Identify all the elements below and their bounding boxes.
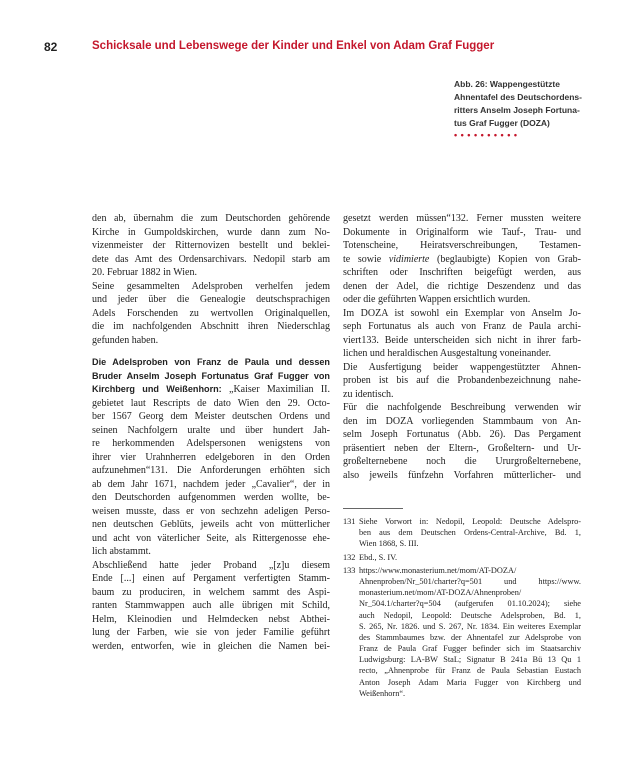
footnote-line: Franz de Paula Graf Fugger befinder sich im Staatsarchiv [359, 644, 581, 654]
text-line: te sowie vidimierte (beglaubigte) Kopien von Grab- [343, 253, 581, 265]
footnote-line: Siehe Vorwort in: Nedopil, Leopold: Deutsche Adelspro- [359, 517, 581, 526]
page-number: 82 [44, 40, 58, 54]
text-line: Seine gesammelten Adelsproben verhelfen jedem [92, 280, 330, 292]
footnote-rule [343, 508, 403, 509]
text-line: präsentiert neben der Eltern-, Großeltern- und Ur- [343, 442, 581, 454]
caption-line: ritters Anselm Joseph Fortuna- [454, 105, 580, 115]
footnote-text [359, 565, 581, 699]
text-line: gesetzt werden müssen“132. Ferner mussten weitere [343, 213, 581, 224]
heading-lead-in: Kirchberg und Weißenhorn: [92, 384, 222, 394]
section-heading-line: Die Adelsproben von Franz de Paula und dessen [92, 357, 330, 367]
figure-caption [454, 78, 604, 130]
text-line: viert133. Beide unterscheiden sich nicht in ihrer farb- [343, 334, 581, 346]
text-line: schriften oder Inschriften beigefügt werden, aus [343, 267, 581, 278]
text-line: den Deutschorden aufgenommen werden wollte, be- [92, 492, 330, 503]
footnote-line: auch Nedopil, Leopold: Deutsche Adelsproben, Bd. 1, [359, 610, 581, 620]
text-line: und jeder über die Genealogie deutschsprachigen [92, 294, 330, 305]
text-line: re herkommenden Adelspersonen wenigstens von [92, 438, 330, 449]
text-line: Kirchberg und Weißenhorn: „Kaiser Maximilian II. [92, 384, 330, 395]
text-line: baum zu produciren, in welchem sammt des Aspi- [92, 586, 330, 598]
caption-dots-ornament: •••••••••• [454, 130, 521, 140]
footnote-number: 131 [343, 517, 356, 526]
footnote-text [359, 552, 581, 563]
text-line: werden, entworfen, wie in gleichen die Namen bei- [92, 640, 330, 652]
text-line: ranten Stammwappen auch alle übrigen mit Schild, [92, 600, 330, 611]
text-line: weisen musste, dass er von sechzehn adeligen Perso- [92, 505, 330, 517]
footnote [343, 552, 581, 563]
text-line: 20. Februar 1882 in Wien. [92, 267, 197, 278]
text-line: proben ist bis auf die Probandenbezeichnung nahe- [343, 375, 581, 386]
text-line: ab dem Jahr 1671, nachdem jeder „Cavalier“, der in [92, 478, 330, 490]
text-line: aufzunehmen“131. Die Anforderungen erhöhten sich [92, 465, 330, 476]
paragraph-gap [92, 347, 330, 356]
text-line: Ende [...] einen auf Pergament verfertigten Stamm- [92, 573, 330, 584]
text-line: seph Fortunatus als auch von Franz de Paula archi- [343, 321, 581, 332]
footnote [343, 516, 581, 550]
caption-line: tus Graf Fugger (DOZA) [454, 118, 550, 128]
footnote-line: Nr_504.1/charter?q=504 (aufgerufen 01.10.2024); siehe [359, 599, 581, 609]
text-line: großelternebene noch die Ururgroßelternebene, [343, 456, 581, 467]
footnote-line: https://www.monasterium.net/mom/AT-DOZA/ [359, 565, 517, 575]
text-line: lich abstammt. [92, 546, 151, 557]
text-line: nen deutschen Geblüts, jeweils acht von mütterlicher [92, 519, 330, 530]
running-title: Schicksale und Lebenswege der Kinder und Enkel von Adam Graf Fugger [92, 40, 495, 52]
footnote [343, 565, 581, 699]
footnote-number: 133 [343, 565, 356, 575]
footnote-line: Ahnenproben/Nr_501/charter?q=501 und https://www. [359, 576, 581, 586]
footnote-line: S. 265, Nr. 1826. und S. 267, Nr. 1834. Ein weiteres Exemplar [359, 621, 581, 631]
footnotes [343, 516, 581, 699]
footnote-line: Wien 1868, S. III. [359, 539, 419, 549]
section-heading-line: Bruder Anselm Joseph Fortunatus Graf Fugger von [92, 370, 330, 381]
footnote-line: des Stammbaumes bzw. der Ahnentafel zur Adelsprobe von [359, 632, 581, 642]
text-line: Die Ausfertigung beider wappengestützter Ahnen- [343, 361, 581, 373]
text-line: Kirche in Gumpoldskirchen, wurde dann zum No- [92, 226, 330, 238]
text-line: die im nachfolgenden Abschnitt ihren Niederschlag [92, 321, 330, 332]
text-line: Im DOZA ist sowohl ein Exemplar von Anselm Jo- [343, 307, 581, 319]
text-line: Adels Forschenden zu wertvollen Originalquellen, [92, 307, 330, 319]
text-line: vizenmeister der Ritternovizen bestellt und beklei- [92, 240, 330, 251]
text-line: ihrer vier Urahnherren edelgeboren in den Orden [92, 451, 330, 463]
text-line: gefunden haben. [92, 334, 159, 346]
footnote-number: 132 [343, 552, 356, 562]
footnote-line: ben aus dem Deutschen Ordens-Central-Archive, Bd. 1, [359, 528, 581, 538]
text-line: lung der Farben, wie sie von jeder Familie geführt [92, 627, 330, 638]
text-line: dete das Amt des Ordensarchivars. Nedopil starb am [92, 253, 330, 265]
left-text-column [92, 212, 330, 653]
text-line: denen der Adel, die richtige Deszendenz und das [343, 280, 581, 292]
text-line: ber 1567 Georg dem Meister deutschen Ordens und [92, 411, 330, 422]
footnote-line: Weißenhorn“. [359, 688, 406, 698]
caption-line: Abb. 26: Wappengestützte [454, 79, 560, 89]
emphasis: vidimierte [388, 253, 430, 265]
footnote-line: Anton Joseph Adam Maria Fugger von Kirchberg und [359, 677, 581, 687]
text-line: oder die geführten Wappen ersichtlich wurden. [343, 294, 531, 305]
right-text-column [343, 212, 581, 482]
footnote-text [359, 516, 581, 550]
text-line: gebietet laut Rescripts de dato Wien den 29. Octo- [92, 397, 330, 409]
text-line: selm Joseph Fortunatus (Abb. 26). Das Pergament [343, 429, 581, 440]
text-line: Totenscheine, Heiratsverschreibungen, Testamen- [343, 240, 581, 251]
footnote-line: Ebd., S. IV. [359, 552, 398, 562]
footnote-line: monasterium.net/mom/AT-DOZA/Ahnenproben/ [359, 588, 522, 598]
text-line: seinen Nachfolgern uralte und über hundert Jah- [92, 424, 330, 436]
text-line: und acht von väterlicher Seite, als Rittergenosse ehe- [92, 532, 330, 544]
text-line: Dokumente in Originalform wie Tauf-, Trau- und [343, 226, 581, 238]
text-line: Abschließend hatte jeder Proband „[z]u diesem [92, 559, 330, 571]
footnote-line: Ludwigsburg: LA-BW StaL; Signatur B 241a Bü 13 Qu 1 [359, 655, 581, 665]
text-line: zu identisch. [343, 388, 394, 400]
footnote-line: recto, „Ahnenprobe für Franz de Paula Sebastian Eustach [359, 666, 581, 676]
text-line: den ab, übernahm die zum Deutschorden gehörende [92, 213, 330, 224]
caption-line: Ahnentafel des Deutschordens- [454, 92, 582, 102]
text-line: Helm, Kleinodien und Helmdecken nebst Abthei- [92, 613, 330, 625]
text-line: lichen und heraldischen Ausgestaltung voneinander. [343, 348, 552, 359]
text-line: den im DOZA vorliegenden Stammbaum von An- [343, 415, 581, 427]
text-line: also jeweils fünfzehn Vorfahren mütterlicher- und [343, 469, 581, 481]
text-line: Für die nachfolgende Beschreibung verwenden wir [343, 402, 581, 413]
